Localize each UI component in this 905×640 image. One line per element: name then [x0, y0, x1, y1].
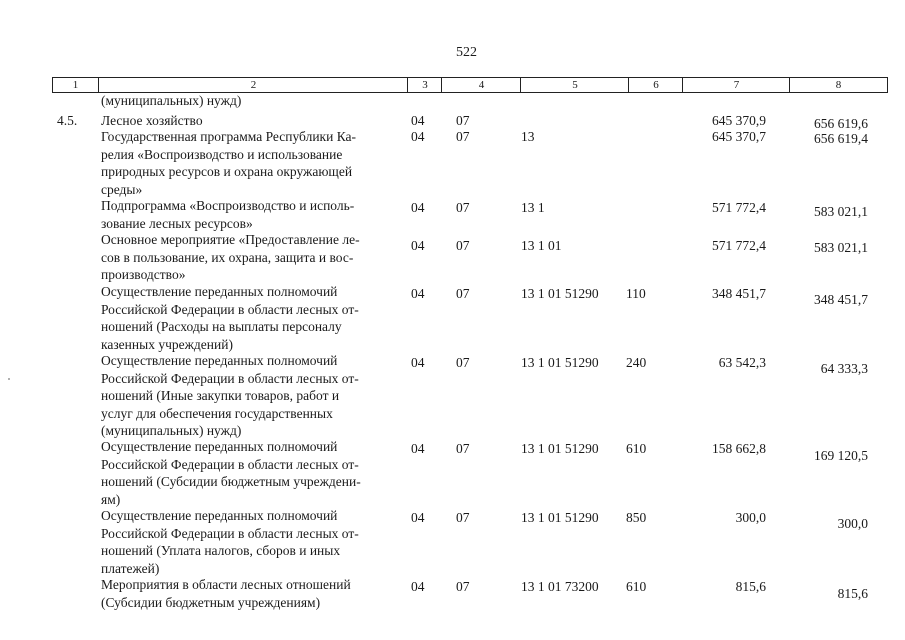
row-name — [101, 92, 396, 110]
column-number-8: 8 — [789, 78, 887, 92]
row-name — [101, 438, 396, 508]
row-name-line: Российской Федерации в области лесных от- — [101, 370, 359, 386]
section-code: 04 — [411, 286, 425, 301]
page-number: 522 — [456, 45, 477, 60]
row-name-line: Осуществление переданных полномочий — [101, 508, 338, 523]
row-name-line: среды» — [101, 181, 143, 197]
expense-type-code: 110 — [626, 286, 646, 301]
section-code: 04 — [411, 238, 425, 253]
row-name — [101, 576, 396, 611]
row-name-line: ям) — [101, 491, 121, 507]
column-number-2: 2 — [98, 78, 408, 92]
row-name-line: Мероприятия в области лесных отношений — [101, 577, 351, 592]
expense-type-code: 610 — [626, 441, 647, 456]
target-article-code: 13 1 01 51290 — [521, 441, 599, 456]
amount-column-8: 348 451,7 — [814, 292, 868, 307]
target-article-code: 13 1 — [521, 200, 545, 215]
row-name-line: сов в пользование, их охрана, защита и вос- — [101, 249, 354, 265]
amount-column-8: 815,6 — [837, 586, 868, 601]
column-number-7: 7 — [682, 78, 790, 92]
row-name-line: зование лесных ресурсов» — [101, 215, 253, 231]
row-name — [101, 352, 396, 440]
section-code: 04 — [411, 510, 425, 525]
target-article-code: 13 1 01 51290 — [521, 510, 599, 525]
row-name-line: Осуществление переданных полномочий — [101, 284, 338, 299]
target-article-code: 13 1 01 51290 — [521, 286, 599, 301]
row-name-line: Осуществление переданных полномочий — [101, 439, 338, 454]
row-name-line: производство» — [101, 267, 186, 282]
row-name — [101, 507, 396, 577]
amount-column-7: 348 451,7 — [712, 286, 766, 301]
subsection-code: 07 — [456, 238, 470, 253]
target-article-code: 13 — [521, 129, 535, 144]
amount-column-7: 63 542,3 — [718, 355, 766, 370]
row-name-line: (муниципальных) нужд) — [101, 93, 242, 108]
row-name-line: Осуществление переданных полномочий — [101, 353, 338, 368]
expense-type-code: 610 — [626, 579, 647, 594]
row-name-line: Подпрограмма «Воспроизводство и исполь- — [101, 198, 355, 213]
section-code: 04 — [411, 579, 425, 594]
column-number-5: 5 — [520, 78, 629, 92]
section-code: 04 — [411, 129, 425, 144]
amount-column-7: 815,6 — [735, 579, 766, 594]
subsection-code: 07 — [456, 441, 470, 456]
amount-column-8: 169 120,5 — [814, 448, 868, 463]
amount-column-7: 300,0 — [735, 510, 766, 525]
row-name-line: (Субсидии бюджетным учреждениям) — [101, 594, 321, 610]
row-name-line: ношений (Расходы на выплаты персоналу — [101, 319, 342, 334]
subsection-code: 07 — [456, 129, 470, 144]
amount-column-8: 583 021,1 — [814, 240, 868, 255]
row-name — [101, 283, 396, 353]
subsection-code: 07 — [456, 286, 470, 301]
row-name — [101, 128, 396, 198]
section-code: 04 — [411, 113, 425, 128]
expense-type-code: 240 — [626, 355, 647, 370]
row-name-line: (муниципальных) нужд) — [101, 423, 242, 438]
expense-type-code: 850 — [626, 510, 647, 525]
scan-speck — [8, 378, 10, 380]
row-name-line: ношений (Уплата налогов, сборов и иных — [101, 543, 341, 558]
subsection-code: 07 — [456, 200, 470, 215]
amount-column-7: 571 772,4 — [712, 238, 766, 253]
target-article-code: 13 1 01 — [521, 238, 562, 253]
row-name-line: Государственная программа Республики Ка- — [101, 129, 357, 144]
column-number-4: 4 — [441, 78, 521, 92]
amount-column-8: 656 619,4 — [814, 131, 868, 146]
amount-column-7: 158 662,8 — [712, 441, 766, 456]
target-article-code: 13 1 01 73200 — [521, 579, 599, 594]
row-name-line: Российской Федерации в области лесных от- — [101, 525, 359, 541]
column-number-header — [52, 77, 888, 93]
row-name-line: релия «Воспроизводство и использование — [101, 146, 343, 162]
row-name — [101, 112, 396, 130]
amount-column-7: 571 772,4 — [712, 200, 766, 215]
amount-column-7: 645 370,7 — [712, 129, 766, 144]
column-number-6: 6 — [628, 78, 683, 92]
row-name-line: казенных учреждений) — [101, 336, 233, 352]
row-name-line: Российской Федерации в области лесных от- — [101, 301, 359, 317]
column-number-3: 3 — [407, 78, 442, 92]
row-number: 4.5. — [57, 113, 78, 128]
amount-column-8: 300,0 — [837, 516, 868, 531]
column-number-1: 1 — [72, 79, 79, 91]
section-code: 04 — [411, 355, 425, 370]
row-name-line: ношений (Субсидии бюджетным учреждени- — [101, 474, 361, 489]
subsection-code: 07 — [456, 510, 470, 525]
row-name — [101, 231, 396, 284]
row-name-line: Лесное хозяйство — [101, 113, 203, 128]
target-article-code: 13 1 01 51290 — [521, 355, 599, 370]
amount-column-7: 645 370,9 — [712, 113, 766, 128]
row-name-line: Основное мероприятие «Предоставление ле- — [101, 232, 360, 247]
amount-column-8: 583 021,1 — [814, 204, 868, 219]
section-code: 04 — [411, 200, 425, 215]
amount-column-8: 656 619,6 — [814, 116, 868, 131]
amount-column-8: 64 333,3 — [820, 361, 868, 376]
section-code: 04 — [411, 441, 425, 456]
subsection-code: 07 — [456, 579, 470, 594]
row-name-line: природных ресурсов и охрана окружающей — [101, 164, 353, 179]
row-name-line: ношений (Иные закупки товаров, работ и — [101, 388, 340, 403]
row-name-line: Российской Федерации в области лесных от- — [101, 456, 359, 472]
subsection-code: 07 — [456, 113, 470, 128]
row-name-line: услуг для обеспечения государственных — [101, 405, 333, 421]
row-name — [101, 197, 396, 232]
row-name-line: платежей) — [101, 560, 160, 576]
subsection-code: 07 — [456, 355, 470, 370]
